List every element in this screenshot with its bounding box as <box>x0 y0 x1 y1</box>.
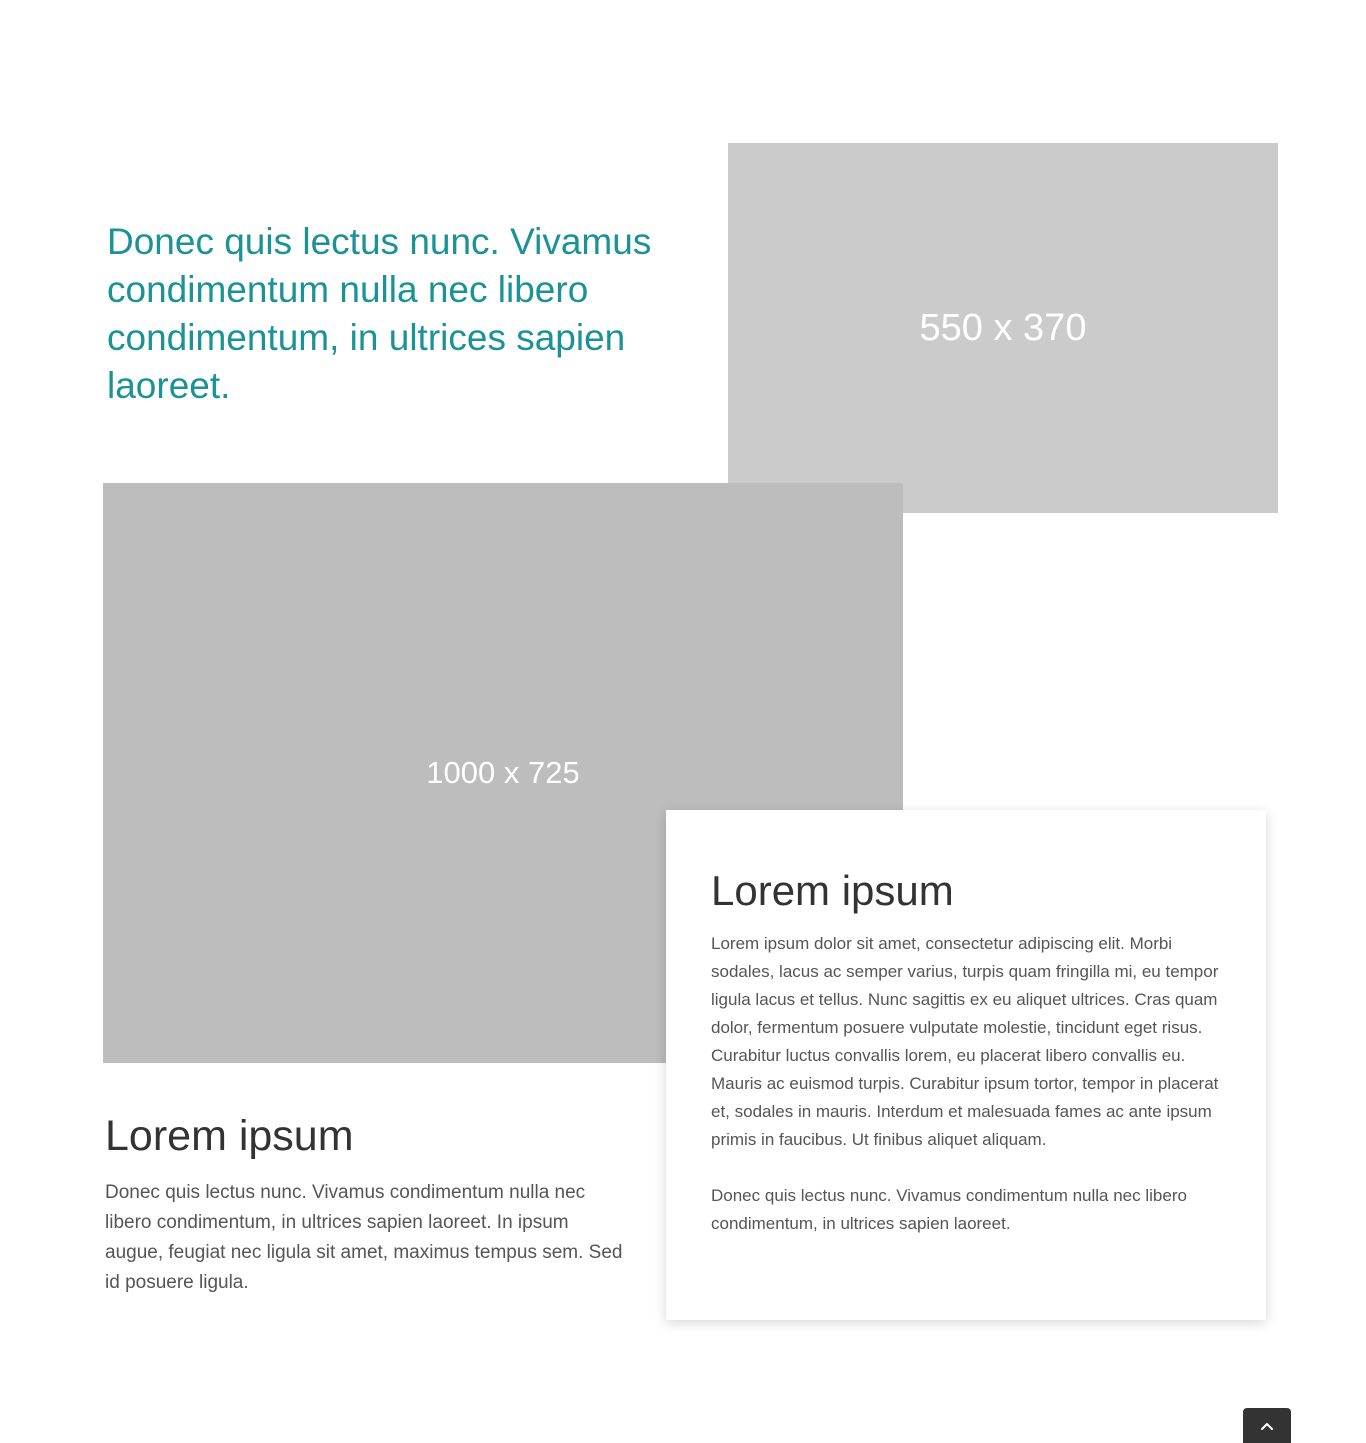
content-card <box>666 810 1266 1320</box>
left-section-text: Donec quis lectus nunc. Vivamus condimentum nulla nec libero condimentum, in ultrices sapien laoreet. In ipsum augue, feugiat nec ligula sit amet, maximus tempus sem. Sed id posuere ligula. <box>105 1182 623 1293</box>
left-text-block <box>105 1108 625 1298</box>
placeholder-image-small-label: 550 x 370 <box>919 306 1087 349</box>
intro-heading: Donec quis lectus nunc. Vivamus condimentum nulla nec libero condimentum, in ultrices sapien laoreet. <box>107 221 652 406</box>
placeholder-image-small <box>728 143 1278 513</box>
left-section-title: Lorem ipsum <box>105 1112 354 1160</box>
chevron-up-icon <box>1259 1418 1275 1434</box>
placeholder-image-large-label: 1000 x 725 <box>426 755 580 790</box>
card-paragraph-2: Donec quis lectus nunc. Vivamus condimentum nulla nec libero condimentum, in ultrices sapien laoreet. <box>711 1186 1187 1233</box>
back-to-top-button[interactable] <box>1243 1408 1291 1443</box>
card-paragraph-1: Lorem ipsum dolor sit amet, consectetur adipiscing elit. Morbi sodales, lacus ac semper varius, turpis quam fringilla mi, eu tempor ligula lacus et tellus. Nunc sagittis ex eu aliquet ultrices. Cras quam dolor, fermentum posuere vulputate molestie, tincidunt eget risus. Curabitur luctus convallis lorem, eu placerat libero convallis eu. Mauris ac euismod turpis. Curabitur ipsum tortor, tempor in placerat et, sodales in mauris. Interdum et malesuada fames ac ante ipsum primis in faucibus. Ut finibus aliquet aliquam. <box>711 934 1219 1149</box>
card-title: Lorem ipsum <box>711 867 954 914</box>
